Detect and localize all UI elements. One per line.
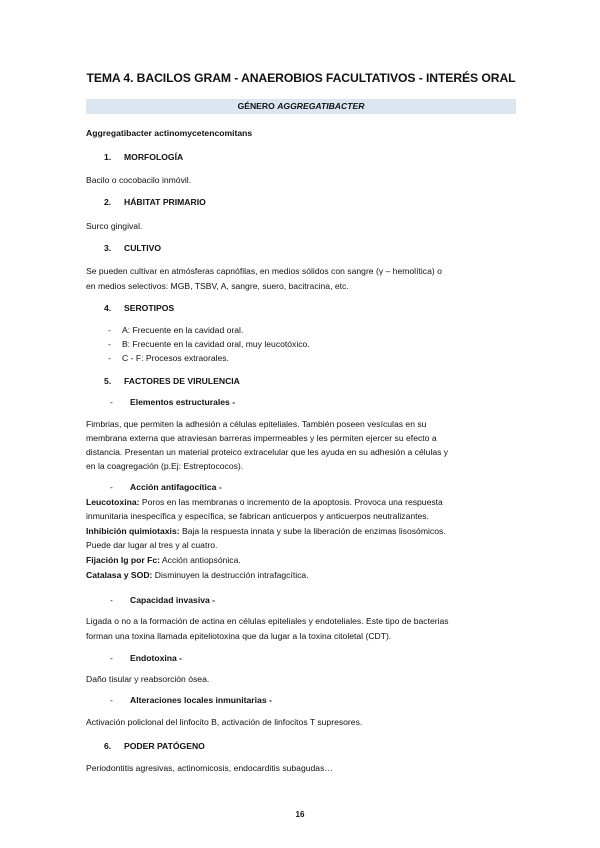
genus-prefix: GÉNERO	[237, 101, 278, 111]
section-heading-morfologia	[104, 151, 534, 163]
section-heading-serotipos	[104, 302, 534, 314]
catalasa-line: Catalasa y SOD: Disminuyen la destrucción intrafagcítica.	[86, 570, 309, 580]
poder-patogeno-text: Periodontitis agresivas, actinomicosis, endocarditis subagudas…	[86, 763, 333, 773]
subheading-endotoxina: - Endotoxina -	[110, 653, 183, 663]
genus-header	[86, 99, 516, 114]
section-number: 3.	[104, 243, 112, 253]
cultivo-line-2: en medios selectivos: MGB, TSBV, A, sangre, suero, bacitracina, etc.	[86, 281, 349, 291]
subheading-alteraciones: - Alteraciones locales inmunitarias -	[110, 695, 272, 705]
estructurales-line-2: membrana externa que atraviesan barreras impermeables y les permiten ejercer su efecto a	[86, 433, 437, 443]
section-number: 2.	[104, 197, 112, 207]
estructurales-line-3: distancia. Presentan un material proteico extracelular que les ayuda en su adhesión a células y	[86, 447, 449, 457]
section-heading-cultivo	[104, 242, 534, 254]
fijacion-line: Fijación Ig por Fc: Acción antiopsónica.	[86, 555, 241, 565]
serotype-item: - C - F: Procesos extraorales.	[108, 353, 229, 363]
subheading-estructurales: - Elementos estructurales -	[110, 397, 236, 407]
genus-name: AGGREGATIBACTER	[277, 101, 365, 111]
section-heading-habitat	[104, 196, 534, 208]
section-title: FACTORES DE VIRULENCIA	[124, 376, 240, 386]
inhibicion-line-2: Puede dar lugar al tres y al cuatro.	[86, 540, 218, 550]
section-title: MORFOLOGÍA	[124, 152, 184, 162]
section-title: PODER PATÓGENO	[124, 741, 205, 751]
subheading-antifagocitica: - Acción antifagocítica -	[110, 482, 222, 492]
section-heading-virulencia	[104, 375, 534, 387]
section-title: HÁBITAT PRIMARIO	[124, 197, 206, 207]
morfologia-text: Bacilo o cocobacilo inmóvil.	[86, 175, 192, 185]
serotype-item: - B: Frecuente en la cavidad oral, muy leucotóxico.	[108, 339, 310, 349]
subheading-invasiva: - Capacidad invasiva -	[110, 595, 216, 605]
page-number: 16	[295, 810, 305, 819]
leucotoxina-line-2: inmunitaria inespecífica y específica, se fabrican anticuerpos y anticuerpos neutralizantes.	[86, 511, 429, 521]
serotype-item: - A: Frecuente en la cavidad oral.	[108, 325, 244, 335]
section-title: CULTIVO	[124, 243, 162, 253]
leucotoxina-line-1: Leucotoxina: Poros en las membranas o incremento de la apoptosis. Provoca una respuesta	[86, 497, 443, 507]
section-title: SEROTIPOS	[124, 303, 175, 313]
estructurales-line-1: Fimbrias, que permiten la adhesión a células epiteliales. También poseen vesículas en su	[86, 419, 427, 429]
habitat-text: Surco gingival.	[86, 221, 143, 231]
inhibicion-line-1: Inhibición quimiotaxis: Baja la respuesta innata y sube la liberación de enzimas lisosómicos.	[86, 526, 446, 536]
alteraciones-text: Activación policlonal del linfocito B, activación de linfocitos T supresores.	[86, 717, 363, 727]
section-number: 1.	[104, 152, 112, 162]
cultivo-line-1: Se pueden cultivar en atmósferas capnófilas, en medios sólidos con sangre (γ – hemolítica) o	[86, 266, 442, 276]
section-number: 4.	[104, 303, 112, 313]
species-name: Aggregatibacter actinomycetencomitans	[86, 128, 253, 138]
document-title: TEMA 4. BACILOS GRAM - ANAEROBIOS FACULTATIVOS - INTERÉS ORAL	[86, 71, 516, 85]
section-number: 6.	[104, 741, 112, 751]
endotoxina-text: Daño tisular y reabsorción ósea.	[86, 674, 210, 684]
invasiva-line-1: Ligada o no a la formación de actina en células epiteliales y endoteliales. Este tipo de bacterias	[86, 616, 449, 626]
section-number: 5.	[104, 376, 112, 386]
section-heading-poder-patogeno	[104, 740, 534, 752]
invasiva-line-2: forman una toxina llamada epiteliotoxina que da lugar a la toxina citoletal (CDT).	[86, 631, 392, 641]
estructurales-line-4: en la coagregación (p.Ej: Estreptococos).	[86, 461, 244, 471]
